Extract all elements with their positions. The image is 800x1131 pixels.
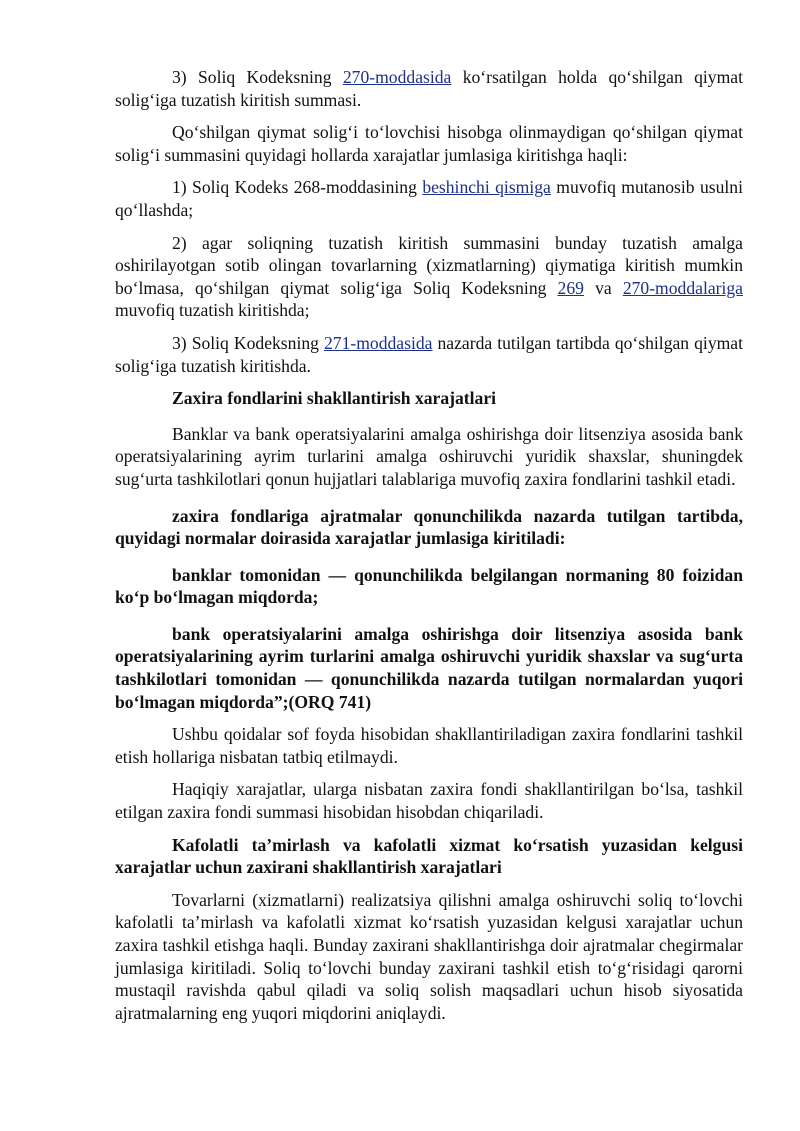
- text-fragment: va: [583, 277, 623, 298]
- text-fragment: nazarda tutilgan tartibda qoʻshilgan qiymat soligʻiga tuzatish kiritishda.: [115, 332, 743, 376]
- paragraph-item-3-art270: [115, 66, 743, 111]
- text-fragment: 2) agar soliqning tuzatish kiritish summasini bunday tuzatish amalga oshirilayotgan sotib olingan tovarlarning (xizmatlarning) qiymatiga kiritish mumkin boʻlmasa, qoʻshilgan qiymat soligʻiga Soliq Kodeksning: [115, 232, 743, 298]
- paragraph-item-3-art271: [115, 332, 743, 377]
- paragraph-actual-expenses: Haqiqiy xarajatlar, ularga nisbatan zaxira fondi shakllantirilgan boʻlsa, tashkil etilgan zaxira fondi summasi hisobidan hisobdan chiqariladi.: [115, 779, 743, 823]
- link-article-269[interactable]: 269: [557, 277, 584, 298]
- text-fragment: 3) Soliq Kodeksning: [172, 67, 343, 87]
- text-fragment: 3) Soliq Kodeksning: [172, 332, 324, 353]
- paragraph-item-2: [115, 232, 743, 322]
- heading-warranty-reserve: Kafolatli taʼmirlash va kafolatli xizmat koʻrsatish yuzasidan kelgusi xarajatlar uchun zaxirani shakllantirish xarajatlari: [115, 834, 743, 878]
- text-fragment: muvofiq tuzatish kiritishda;: [115, 300, 310, 321]
- link-article-271[interactable]: 271-moddasida: [323, 332, 433, 353]
- paragraph-net-profit-rule: Ushbu qoidalar sof foyda hisobidan shakllantiriladigan zaxira fondlarini tashkil etish hollariga nisbatan tatbiq etilmaydi.: [115, 724, 743, 767]
- text-fragment: muvofiq mutanosib usulni qoʻllashda;: [115, 177, 743, 220]
- paragraph-reserve-deductions: zaxira fondlariga ajratmalar qonunchilikda nazarda tutilgan tartibda, quyidagi normalar doirasida xarajatlar jumlasiga kiritiladi:: [115, 505, 743, 549]
- link-fifth-part[interactable]: beshinchi qismiga: [422, 177, 551, 198]
- paragraph-warranty-reserve: Tovarlarni (xizmatlarni) realizatsiya qilishni amalga oshiruvchi soliq toʻlovchi kafolatli taʼmirlash va kafolatli xizmat koʻrsatish yuzasidan kelgusi xarajatlar uchun zaxira tashkil etishga haqli. Bunday zaxirani shakllantirishga doir ajratmalar chegirmalar jumlasiga kiritiladi. Soliq toʻlovchi bunday zaxirani tashkil etish toʻgʻrisidagi qarorni mustaqil ravishda qabul qiladi va soliq solish maqsadlari uchun hisob siyosatida ajratmalarning eng yuqori miqdorini aniqlaydi.: [115, 889, 743, 1023]
- link-articles-270[interactable]: 270-moddalariga: [622, 277, 743, 298]
- document-page: [115, 66, 743, 1034]
- paragraph-item-1: [115, 176, 743, 221]
- link-article-270[interactable]: 270-moddasida: [342, 67, 452, 87]
- text-fragment: 1) Soliq Kodeks 268-moddasining: [172, 177, 423, 198]
- heading-reserve-funds: Zaxira fondlarini shakllantirish xarajatlari: [172, 388, 497, 409]
- paragraph-insurance-norm: bank operatsiyalarini amalga oshirishga doir litsenziya asosida bank operatsiyalarining ayrim turlarini amalga oshiruvchi yuridik shaxslar va sugʻurta tashkilotlari tomonidan — qonunchilikda nazarda tutilgan normalardan yuqori boʻlmagan miqdorda”;(ORQ 741): [115, 623, 743, 712]
- text-fragment: koʻrsatilgan holda qoʻshilgan qiymat soligʻiga tuzatish kiritish summasi.: [115, 67, 743, 110]
- paragraph-vat-intro: Qoʻshilgan qiymat soligʻi toʻlovchisi hisobga olinmaydigan qoʻshilgan qiymat soligʻi summasini quyidagi hollarda xarajatlar jumlasiga kiritishga haqli:: [115, 122, 743, 165]
- paragraph-banks-norm: banklar tomonidan — qonunchilikda belgilangan normaning 80 foizidan koʻp boʻlmagan miqdorda;: [115, 564, 743, 608]
- paragraph-banks-reserve: Banklar va bank operatsiyalarini amalga oshirishga doir litsenziya asosida bank operatsiyalarining ayrim turlarini amalga oshiruvchi yuridik shaxslar, shuningdek sugʻurta tashkilotlari qonun hujjatlari talablariga muvofiq zaxira fondlarini tashkil etadi.: [115, 423, 743, 489]
